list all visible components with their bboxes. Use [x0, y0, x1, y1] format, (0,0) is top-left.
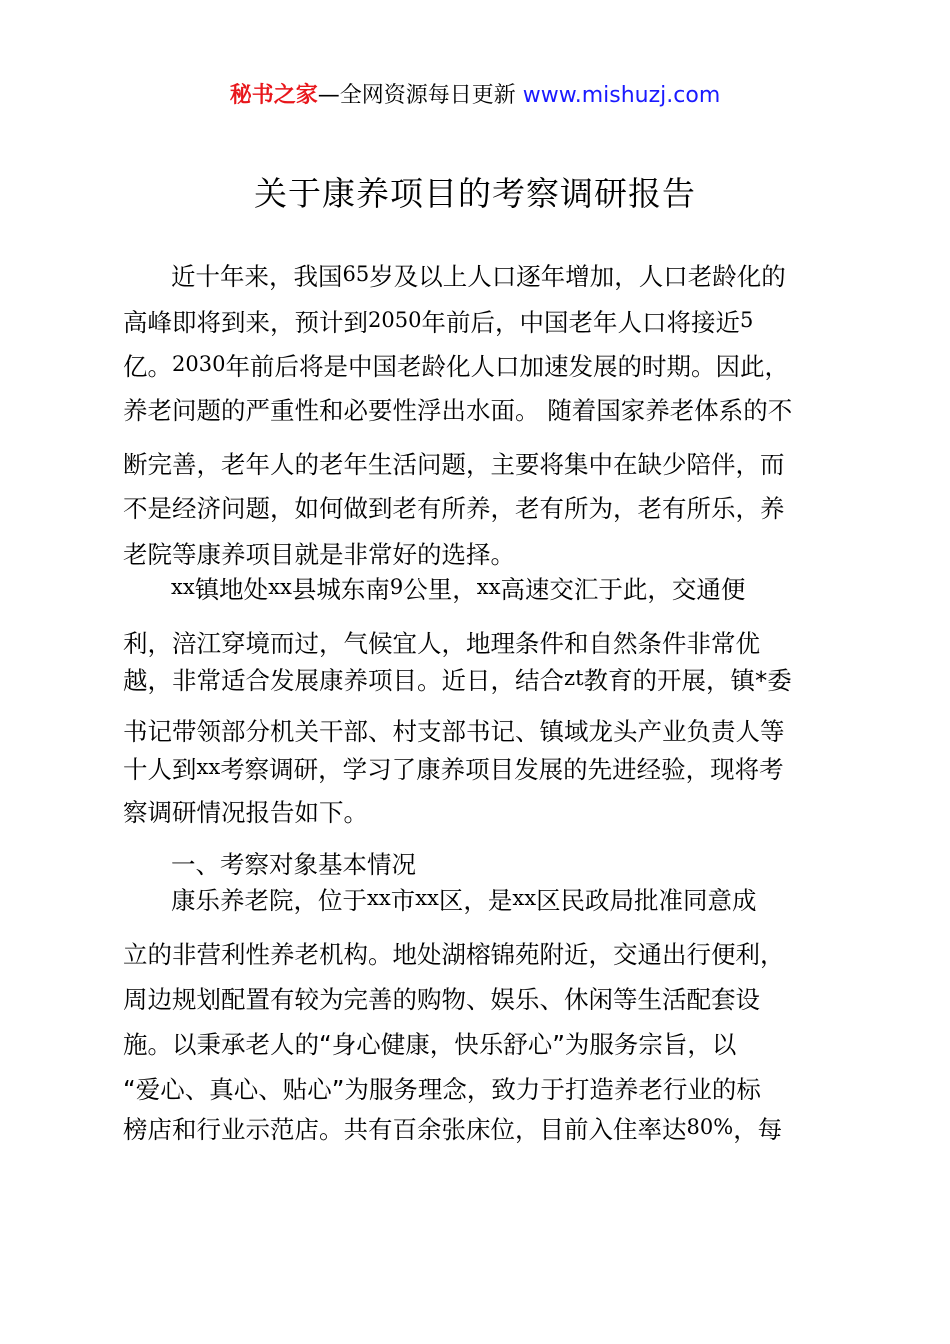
text-run: 区民政局批准同意成 [536, 886, 757, 915]
text-run: 亿。 [123, 352, 172, 381]
number-text: xx [268, 575, 292, 599]
text-run: 立的非营利性养老机构。地处湖榕锦苑附近，交通出行便利， [123, 940, 785, 969]
text-run: 周边规划配置有较为完善的购物、娱乐、休闲等生活配套设 [123, 985, 760, 1014]
body-line [123, 796, 368, 830]
body-line [123, 306, 753, 341]
text-run: 老院等康养项目就是非常好的选择。 [123, 540, 515, 569]
number-text: 9 [389, 575, 404, 599]
number-text: 80% [686, 1115, 734, 1139]
number-text: xx [171, 575, 195, 599]
text-run: 十人到 [123, 755, 197, 784]
body-line [123, 664, 792, 699]
text-run: 近十年来，我国 [171, 262, 343, 291]
site-brand: 秘书之家 [229, 83, 318, 108]
text-run: 不是经济问题，如何做到老有所养，老有所为，老有所乐，养 [123, 494, 785, 523]
text-run: 年前后将是中国老龄化人口加速发展的时期。因此， [225, 352, 789, 381]
number-text: xx [196, 755, 221, 779]
text-run: 康乐养老院，位于 [171, 886, 367, 915]
number-text: zt [564, 666, 584, 690]
body-line [123, 350, 789, 385]
number-text: 65 [342, 262, 370, 286]
body-line [123, 448, 785, 482]
text-run: 岁及以上人口逐年增加，人口老龄化的 [369, 262, 786, 291]
text-run: 镇地处 [194, 575, 269, 604]
body-line [123, 715, 785, 749]
text-run: 利，涪江穿境而过，气候宜人，地理条件和自然条件非常优 [123, 629, 760, 658]
body-line [171, 884, 757, 919]
body-line [123, 394, 792, 428]
body-line [123, 538, 515, 572]
text-run: 越，非常适合发展康养项目。近日，结合 [123, 666, 564, 695]
text-run: 养老问题的严重性和必要性浮出水面。 随着国家养老体系的不 [123, 396, 793, 425]
number-text: 5 [739, 308, 754, 332]
site-header [0, 80, 950, 112]
text-run: 县城东南 [291, 575, 390, 604]
number-text: xx [415, 886, 439, 910]
number-text: 2050 [368, 308, 422, 332]
text-run: “爱心、真心、贴心”为服务理念，致力于打造养老行业的标 [123, 1075, 761, 1104]
text-run: 榜店和行业示范店。共有百余张床位，目前入住率达 [123, 1115, 687, 1144]
text-run: 断完善，老年人的老年生活问题，主要将集中在缺少陪伴，而 [123, 450, 785, 479]
text-run: 书记带领部分机关干部、村支部书记、镇域龙头产业负责人等 [123, 717, 785, 746]
body-line [123, 753, 784, 788]
body-line [123, 1073, 761, 1107]
body-line [123, 1113, 782, 1148]
text-run: 考察调研，学习了康养项目发展的先进经验，现将考 [220, 755, 784, 784]
text-run: 一、考察对象基本情况 [171, 850, 416, 879]
body-line [123, 938, 785, 972]
text-run: 区，是 [438, 886, 513, 915]
body-line [123, 627, 760, 661]
site-tagline: —全网资源每日更新 [317, 83, 523, 108]
text-run: 察调研情况报告如下。 [123, 798, 368, 827]
text-run: 施。以秉承老人的“身心健康，快乐舒心”为服务宗旨，以 [123, 1030, 737, 1059]
text-run: 教育的开展，镇*委 [583, 666, 792, 695]
text-run: 年前后，中国老年人口将接近 [421, 308, 740, 337]
text-run: ，每 [733, 1115, 783, 1144]
number-text: xx [476, 575, 501, 599]
text-run: 公里， [403, 575, 477, 604]
body-line [123, 492, 785, 526]
body-line [171, 260, 786, 295]
body-line [171, 573, 745, 608]
body-line [123, 983, 760, 1017]
document-title: 关于康养项目的考察调研报告 [254, 174, 696, 213]
text-run: 高速交汇于此，交通便 [500, 575, 746, 604]
site-url[interactable]: www.mishuzj.com [522, 83, 721, 108]
body-line [123, 1028, 736, 1062]
body-line [171, 848, 416, 882]
text-run: 高峰即将到来，预计到 [123, 308, 368, 337]
number-text: xx [367, 886, 391, 910]
text-run: 市 [390, 886, 416, 915]
number-text: 2030 [172, 352, 226, 376]
number-text: xx [512, 886, 537, 910]
